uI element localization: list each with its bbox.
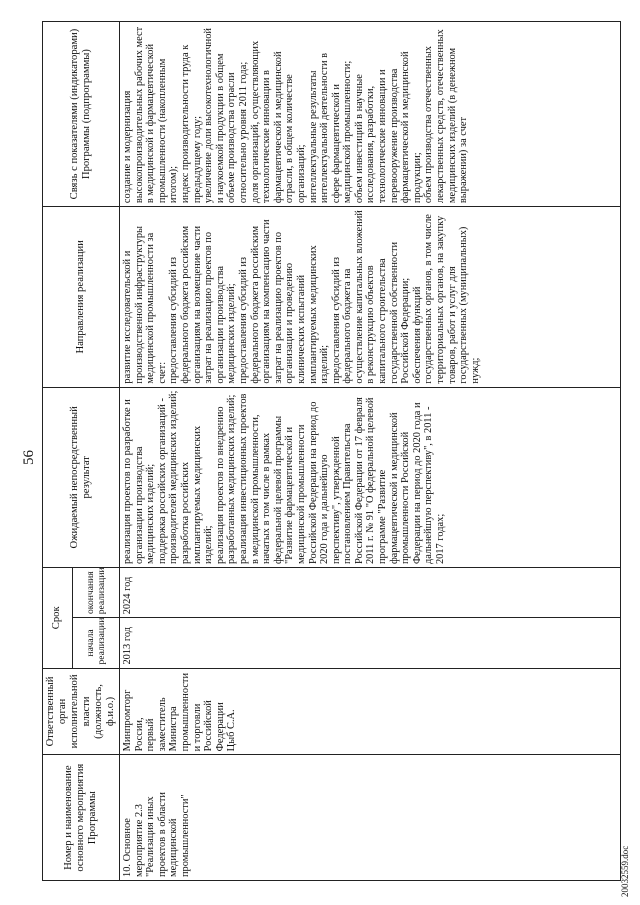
link-item: объем производства отечественных лекарственных средств, отечественных медицинских изделий (в денежном выражении) за счет [423,29,470,204]
cell-end: 2024 год [120,568,621,618]
header-term-start: начала реализации [72,618,119,668]
link-item: объем инвестиций в научные исследования, разработки, технологические инновации и перевооружение производства фармацевтической и медицинской продукции; [353,51,423,204]
header-term-end: окончания реализации [72,568,119,618]
cell-number-name [120,755,621,881]
document-code: 20032559.doc [620,845,630,897]
direction-item: предоставления субсидий из федерального бюджета российским организациям на компенсацию части затрат на реализацию проектов по организации и проведению клинических испытаний имплантируемых медицинских изделий; [237,219,331,384]
result-item: разработка российских имплантируемых медицинских изделий; [179,425,215,565]
result-item: реализация инвестиционных проектов в медицинской промышленности, начатых в том числе в рамках федеральной целевой программы "Развитие фармацевтической и медицинской промышленности Российской Федерации на период до 2020 года и дальнейшую перспективу", утвержденной постановлением Правительства Российской Федерации от 17 февраля 2011 г. № 91 "О федеральной целевой программе "Развитие фармацевтической и медицинской промышленности Российской Федерации на период до 2020 года и дальнейшую перспективу", в 2011 - 2017 годах; [237,393,447,565]
responsible-line: Минпромторг России, [122,689,145,752]
table-row [120,22,621,881]
header-link: Связь с показателями (индикаторами) Программы (подпрограммы) [43,22,120,207]
page-number: 56 [21,450,37,465]
cell-link [120,22,621,207]
link-item: увеличение доли высокотехнологичной и наукоемкой продукции в общем объеме производства отрасли относительно уровня 2011 года; [203,28,249,204]
cell-start: 2013 год [120,618,621,668]
cell-responsible [120,668,621,755]
link-item: доля организаций, осуществляющих технологические инновации в фармацевтической и медицинской отрасли, в общем количестве организаций; [249,40,307,204]
header-responsible: Ответственный орган исполнительной власти (должность, ф.и.о.) [43,668,120,755]
link-item: индекс производительности труда к предыдущему году; [179,44,203,204]
header-row [43,22,73,881]
program-table [42,21,621,881]
link-item: создание и модернизация высокопроизводительных рабочих мест в медицинской и фармацевтической промышленности (накопленным итогом); [122,26,180,204]
responsible-line: первый заместитель Министра промышленности и торговли Российской Федерации [145,672,226,752]
header-number-name: Номер и наименование основного мероприятия Программы [43,755,120,881]
row-number: 10. [122,864,133,877]
result-item: поддержка российских организаций - производителей медицинских изделий; [156,390,180,565]
result-item: реализация проектов по внедрению разработанных медицинских изделий; [214,394,238,565]
link-item: интеллектуальные результаты интеллектуальной деятельности в сфере фармацевтической и медицинской промышленности; [307,52,354,204]
direction-item: развитие исследовательской и производственной инфраструктуры медицинской промышленности за счет: [122,225,168,384]
header-term: Срок [43,568,73,669]
direction-item: предоставления субсидий из федерального бюджета на осуществление капитальных вложений в реконструкцию объектов капитального строительства государственной собственности Российской Федерации; [330,210,412,384]
result-item: реализация проектов по разработке и организации производства медицинских изделий; [122,399,157,565]
direction-item: предоставления субсидий из федерального бюджета российским организациям на возмещение части затрат на реализацию проектов по организации производства медицинских изделий; [168,225,238,384]
cell-expected-result [120,387,621,567]
header-directions: Направления реализации [43,207,120,387]
responsible-line: Цыб С.А. [226,709,238,752]
row-name: Основное мероприятие 2.3 "Реализация иных проектов в области медицинской промышленности" [122,792,191,877]
direction-item: обеспечения функций государственных органов, в том числе территориальных органов, на закупку товаров, работ и услуг для государственных (муниципальных) нужд; [411,214,481,384]
cell-directions [120,207,621,387]
header-expected-result: Ожидаемый непосредственный результат [43,387,120,567]
